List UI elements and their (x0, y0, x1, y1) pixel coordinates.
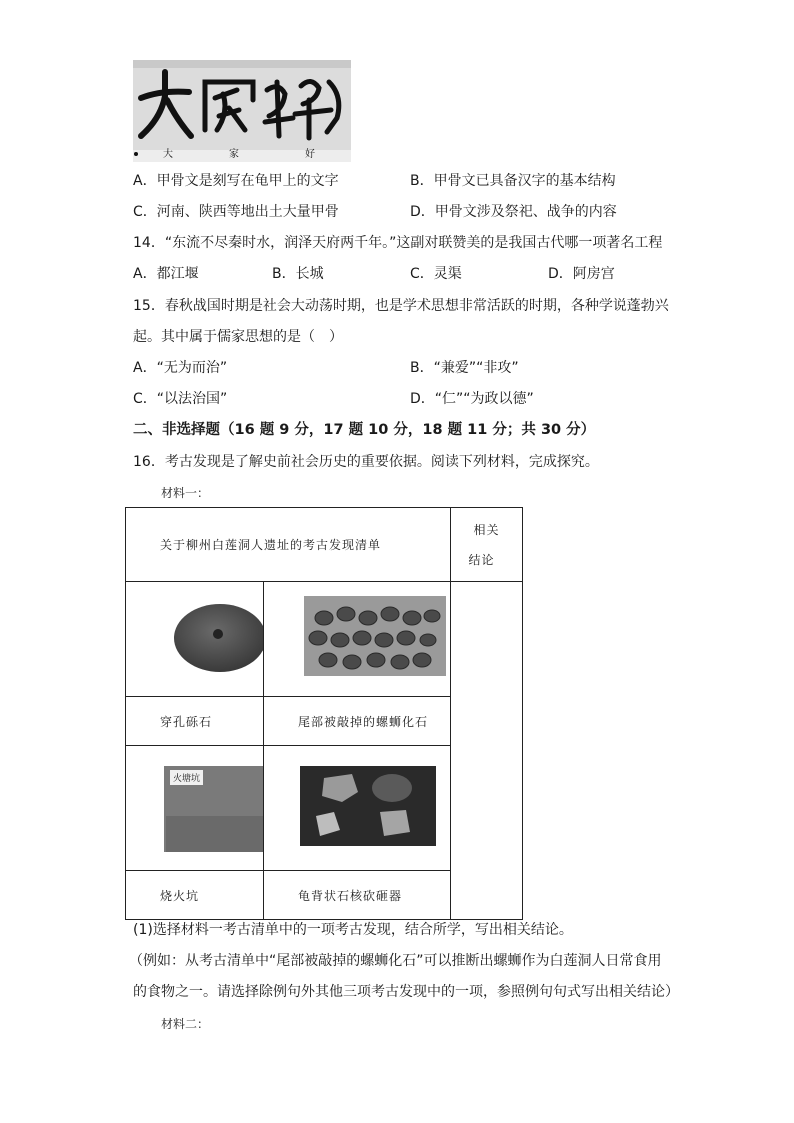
material2-label: 材料二： (161, 1017, 210, 1031)
q14-option-a: A．都江堰 (133, 266, 199, 282)
q14-stem: 14．“东流不尽秦时水，润泽天府两千年。”这副对联赞美的是我国古代哪一项著名工程 (133, 235, 663, 251)
q15-option-a: A．“无为而治” (133, 360, 228, 376)
q13-option-c: C．河南、陕西等地出土大量甲骨 (133, 204, 339, 220)
side-header-line1: 相关 (473, 522, 500, 537)
caption-cell-1 (126, 697, 264, 746)
photo-cell-pebble (126, 582, 264, 697)
caption-pebble: 穿孔砾石 (160, 714, 213, 729)
q13-option-b: B．甲骨文已具备汉字的基本结构 (410, 173, 616, 189)
snail-fossil-photo (264, 582, 450, 696)
caption-cell-3 (126, 871, 264, 920)
oracle-caption-1: 大 (163, 149, 173, 160)
q13-option-a: A．甲骨文是刻写在龟甲上的文字 (133, 173, 339, 189)
perforated-pebble-photo (126, 582, 263, 696)
section-title: 二、非选择题（16 题 9 分，17 题 10 分，18 题 11 分；共 30 分） (133, 422, 596, 438)
oracle-caption-3: 好 (305, 149, 315, 160)
chopper-tool-photo (264, 746, 450, 870)
photo-cell-fire-pit (126, 746, 264, 871)
table-header-row (126, 508, 523, 582)
caption-chopper: 龟背状石核砍砸器 (298, 888, 403, 903)
q16-sub1: (1)选择材料一考古清单中的一项考古发现，结合所学，写出相关结论。 (133, 922, 573, 938)
caption-cell-2 (264, 697, 451, 746)
caption-snail: 尾部被敲掉的螺蛳化石 (298, 714, 429, 729)
q16-example-line2: 的食物之一。请选择除例句外其他三项考古发现中的一项，参照例句句式写出相关结论） (133, 984, 679, 1000)
q13-option-d: D．甲骨文涉及祭祀、战争的内容 (410, 204, 617, 220)
table-header: 关于柳州白莲洞人遗址的考古发现清单 (160, 538, 382, 552)
q16-stem: 16．考古发现是了解史前社会历史的重要依据。阅读下列材料，完成探究。 (133, 454, 599, 470)
caption-cell-4 (264, 871, 451, 920)
q14-option-b: B．长城 (272, 266, 324, 282)
q15-stem-line1: 15．春秋战国时期是社会大动荡时期，也是学术思想非常活跃的时期，各种学说蓬勃兴 (133, 298, 669, 314)
fire-pit-photo (126, 746, 263, 870)
table-row (126, 582, 523, 697)
q14-option-c: C．灵渠 (410, 266, 462, 282)
q15-option-b: B．“兼爱”“非攻” (410, 360, 519, 376)
material1-label: 材料一： (161, 486, 210, 500)
photo-cell-chopper (264, 746, 451, 871)
archaeology-table (125, 507, 523, 920)
q16-example-line1: （例如：从考古清单中“尾部被敲掉的螺蛳化石”可以推断出螺蛳作为白莲洞人日常食用 (129, 953, 662, 969)
fire-pit-label: 火塘坑 (170, 770, 203, 785)
caption-fire-pit: 烧火坑 (160, 888, 200, 903)
conclusion-column (451, 582, 523, 920)
oracle-bone-script-image (133, 60, 351, 162)
q15-option-c: C．“以法治国” (133, 391, 228, 407)
photo-cell-snail (264, 582, 451, 697)
oracle-caption-2: 家 (229, 149, 239, 160)
table-header-cell (126, 508, 451, 582)
q14-option-d: D．阿房宫 (548, 266, 615, 282)
side-header-line2: 结论 (468, 552, 495, 567)
q15-stem-line2: 起。其中属于儒家思想的是（ ） (133, 329, 343, 345)
q15-option-d: D．“仁”“为政以德” (410, 391, 534, 407)
side-header-cell (451, 508, 523, 582)
